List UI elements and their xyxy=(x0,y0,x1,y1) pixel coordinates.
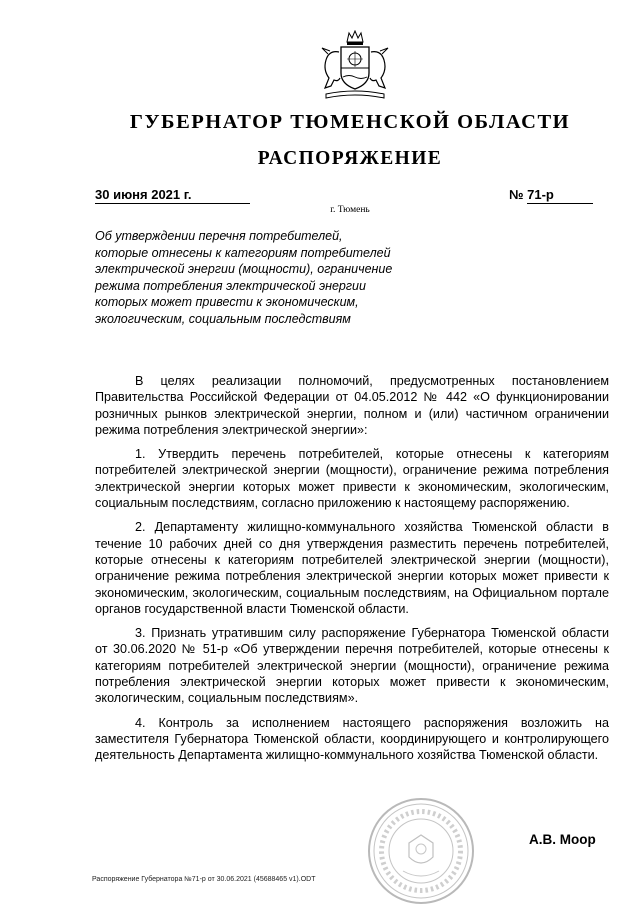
official-seal-icon xyxy=(365,795,477,907)
number-value: 71-р xyxy=(527,187,593,204)
governor-title: ГУБЕРНАТОР ТЮМЕНСКОЙ ОБЛАСТИ xyxy=(129,111,571,133)
number-prefix: № xyxy=(509,187,524,202)
document-body xyxy=(95,373,609,772)
item-paragraph-2: 2. Департаменту жилищно-коммунального хозяйства Тюменской области в течение 10 рабочих дней со дня утверждения разместить перечень потребителей, которые отнесены к категориям потребителей электрической энергии (мощности), ограничение режима потребления электрической энергии которых может привести к экономическим, экологическим, социальным последствиям, на Официальном портале органов государственной власти Тюменской области. xyxy=(95,520,609,616)
item-paragraph-4: 4. Контроль за исполнением настоящего распоряжения возложить на заместителя Губернатора Тюменской области, координирующего и контролирующего деятельность Департамента жилищно-коммунального хозяйства Тюменской области. xyxy=(95,715,609,763)
item-paragraph-3: 3. Признать утратившим силу распоряжение Губернатора Тюменской области от 30.06.2020 № 51-р «Об утверждении перечня потребителей, которые отнесены к категориям потребителей электрической энергии (мощности), ограничение режима потребления электрической энергии которых может привести к экономическим, экологическим, социальным последствиям». xyxy=(95,626,609,706)
document-city: г. Тюмень xyxy=(330,205,370,215)
document-date: 30 июня 2021 г. xyxy=(95,187,250,204)
document-footer: Распоряжение Губернатора №71-р от 30.06.2021 (45688465 v1).ODT xyxy=(92,876,316,883)
item-paragraph-1: 1. Утвердить перечень потребителей, которые отнесены к категориям потребителей электрической энергии (мощности), ограничение режима потребления электрической энергии которых может привести к экономическим, экологическим, социальным последствиям, согласно приложению к настоящему распоряжению. xyxy=(95,447,609,511)
signatory-name: А.В. Моор xyxy=(529,832,596,847)
document-type: РАСПОРЯЖЕНИЕ xyxy=(257,148,443,169)
preamble-paragraph: В целях реализации полномочий, предусмотренных постановлением Правительства Российской Федерации от 04.05.2012 № 442 «О функционировании розничных рынков электрической энергии, полном и (или) частичном ограничении режима потребления электрической энергии»: xyxy=(95,374,609,437)
document-subject: Об утверждении перечня потребителей, которые отнесены к категориям потребителей электрической энергии (мощности), ограничение режима потребления электрической энергии которых может привести к экономическим, экологическим, социальным последствиям xyxy=(95,229,393,326)
document-number xyxy=(509,187,604,204)
coat-of-arms-icon xyxy=(314,30,396,108)
